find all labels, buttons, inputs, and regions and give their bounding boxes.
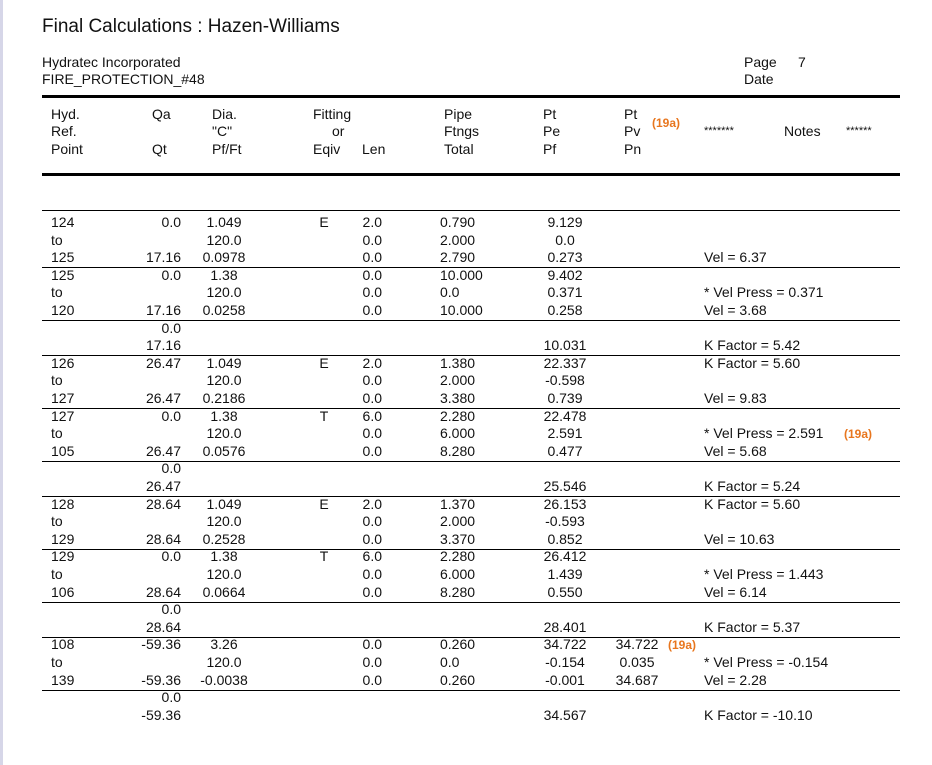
header-19a-tag: (19a) — [652, 116, 681, 130]
cell-note: * Vel Press = 2.591 — [704, 425, 824, 442]
annotation-19a-tag: (19a) — [668, 638, 697, 653]
table-top-rule — [42, 210, 900, 211]
cell-dia: 1.049 — [206, 214, 242, 230]
cell-pt: 34.567 — [543, 706, 587, 723]
page-label: Page — [744, 54, 777, 70]
cell-qa: 17.16 — [145, 249, 181, 266]
cell-note: K Factor = 5.24 — [704, 478, 801, 494]
cell-len: 2.0 — [362, 354, 382, 371]
header-c: "C" — [212, 123, 233, 139]
cell-len: 0.0 — [362, 513, 382, 530]
cell-qa: 0.0 — [161, 601, 181, 618]
cell-pipe: 2.280 — [440, 407, 476, 424]
cell-pipe: 6.000 — [440, 425, 476, 442]
cell-len: 2.0 — [362, 495, 382, 512]
cell-pipe: 1.380 — [440, 354, 476, 371]
cell-dia: 0.0978 — [202, 249, 246, 266]
cell-dia: 3.26 — [210, 636, 238, 653]
cell-pt: 0.852 — [547, 530, 583, 547]
cell-pipe: 0.790 — [440, 214, 476, 230]
cell-dia: 120.0 — [206, 425, 242, 442]
cell-pt: 25.546 — [543, 478, 587, 494]
cell-qa: 0.0 — [161, 460, 181, 477]
cell-pt: 9.402 — [547, 266, 583, 283]
header-dia: Dia. — [212, 106, 237, 122]
cell-pipe: 2.000 — [440, 231, 476, 248]
header-pn: Pn — [624, 141, 642, 157]
cell-qa: 17.16 — [145, 302, 181, 318]
cell-pt: 1.439 — [547, 566, 583, 582]
cell-fit: E — [319, 354, 329, 371]
cell-hyd: to — [51, 513, 63, 530]
header-pv: Pv — [624, 123, 641, 139]
cell-pt: 0.739 — [547, 390, 583, 406]
cell-dia: 1.38 — [210, 548, 238, 565]
cell-pipe: 10.000 — [440, 266, 483, 283]
cell-note: * Vel Press = 0.371 — [704, 284, 824, 301]
cell-pipe: 8.280 — [440, 442, 476, 459]
cell-pipe: 2.790 — [440, 249, 476, 266]
cell-pipe: 3.370 — [440, 530, 476, 547]
cell-hyd: 125 — [51, 249, 75, 266]
cell-note: Vel = 6.37 — [704, 249, 767, 266]
cell-dia: -0.0038 — [200, 671, 248, 688]
cell-pt: 26.153 — [543, 495, 587, 512]
header-pe: Pe — [543, 123, 561, 139]
cell-hyd: 139 — [51, 671, 75, 688]
project-name: FIRE_PROTECTION_#48 — [42, 71, 205, 87]
cell-qa: 17.16 — [145, 337, 181, 354]
cell-note: K Factor = 5.60 — [704, 495, 801, 512]
cell-pt2: 34.722 — [615, 636, 659, 653]
cell-pt: 22.337 — [543, 354, 587, 371]
date-label: Date — [744, 71, 774, 87]
cell-hyd: 126 — [51, 354, 75, 371]
cell-qa: -59.36 — [141, 636, 181, 653]
cell-hyd: to — [51, 425, 63, 442]
cell-hyd: 108 — [51, 636, 75, 653]
annotation-19a-tag: (19a) — [844, 427, 873, 442]
cell-len: 0.0 — [362, 425, 382, 442]
cell-len: 0.0 — [362, 390, 382, 406]
cell-note: K Factor = 5.37 — [704, 618, 801, 635]
cell-hyd: to — [51, 284, 63, 301]
company-block — [42, 54, 205, 88]
cell-len: 2.0 — [362, 214, 382, 230]
cell-hyd: 129 — [51, 530, 75, 547]
cell-fit: E — [319, 214, 329, 230]
cell-pt: -0.001 — [545, 671, 585, 688]
page-edge — [0, 0, 3, 765]
cell-pt2: 34.687 — [615, 671, 659, 688]
header-ftngs: Ftngs — [444, 123, 480, 139]
cell-pipe: 0.0 — [440, 284, 460, 301]
cell-pt: 28.401 — [543, 618, 587, 635]
cell-qa: 28.64 — [145, 583, 181, 600]
cell-pt: 34.722 — [543, 636, 587, 653]
cell-pipe: 0.260 — [440, 636, 476, 653]
cell-pt: -0.598 — [545, 372, 585, 389]
cell-len: 0.0 — [362, 249, 382, 266]
cell-dia: 1.38 — [210, 407, 238, 424]
cell-pt: 9.129 — [547, 214, 583, 230]
header-eqiv: Eqiv — [313, 141, 341, 157]
cell-len: 0.0 — [362, 583, 382, 600]
cell-pt: 0.371 — [547, 284, 583, 301]
cell-note: Vel = 5.68 — [704, 442, 767, 459]
cell-len: 0.0 — [362, 266, 382, 283]
cell-hyd: to — [51, 372, 63, 389]
cell-len: 0.0 — [362, 442, 382, 459]
header-notes: Notes — [784, 123, 821, 139]
cell-pt: 0.0 — [555, 231, 575, 248]
cell-pt: 22.478 — [543, 407, 587, 424]
cell-qa: 28.64 — [145, 530, 181, 547]
cell-qa: 26.47 — [145, 390, 181, 406]
cell-len: 0.0 — [362, 372, 382, 389]
header-bottom-rule — [42, 173, 900, 176]
cell-hyd: to — [51, 654, 63, 670]
cell-pt: 0.550 — [547, 583, 583, 600]
header-pipe: Pipe — [444, 106, 473, 122]
cell-note: K Factor = -10.10 — [704, 706, 813, 723]
company-name: Hydratec Incorporated — [42, 54, 181, 70]
cell-hyd: 127 — [51, 407, 75, 424]
cell-note: K Factor = 5.42 — [704, 337, 801, 354]
cell-len: 0.0 — [362, 654, 382, 670]
cell-pt: 10.031 — [543, 337, 587, 354]
cell-fit: T — [319, 548, 329, 565]
header-total: Total — [444, 141, 474, 157]
cell-dia: 120.0 — [206, 513, 242, 530]
cell-pt: 2.591 — [547, 425, 583, 442]
cell-qa: 0.0 — [161, 548, 181, 565]
cell-pipe: 1.370 — [440, 495, 476, 512]
cell-hyd: 127 — [51, 390, 75, 406]
header-pf: Pf — [543, 141, 557, 157]
header-pt2: Pt — [624, 106, 638, 122]
cell-fit: E — [319, 495, 329, 512]
page-number: 7 — [798, 54, 806, 70]
cell-dia: 0.0576 — [202, 442, 246, 459]
cell-dia: 0.0664 — [202, 583, 246, 600]
cell-dia: 0.2186 — [202, 390, 246, 406]
cell-note: Vel = 9.83 — [704, 390, 767, 406]
header-or: or — [332, 123, 345, 139]
cell-pipe: 6.000 — [440, 566, 476, 582]
cell-note: Vel = 6.14 — [704, 583, 767, 600]
cell-len: 6.0 — [362, 407, 382, 424]
cell-note: * Vel Press = -0.154 — [704, 654, 829, 670]
cell-len: 0.0 — [362, 231, 382, 248]
cell-qa: 0.0 — [161, 266, 181, 283]
cell-pipe: 2.280 — [440, 548, 476, 565]
cell-pipe: 2.000 — [440, 372, 476, 389]
cell-hyd: 125 — [51, 266, 75, 283]
cell-hyd: to — [51, 231, 63, 248]
cell-dia: 120.0 — [206, 654, 242, 670]
header-stars-right: ****** — [846, 125, 872, 137]
header-len: Len — [362, 141, 386, 157]
header-qa: Qa — [152, 106, 171, 122]
cell-qa: 0.0 — [161, 214, 181, 230]
cell-hyd: 105 — [51, 442, 75, 459]
cell-dia: 120.0 — [206, 231, 242, 248]
header-pt: Pt — [543, 106, 557, 122]
header-fitting: Fitting — [313, 106, 352, 122]
cell-len: 0.0 — [362, 636, 382, 653]
header-stars-left: ******* — [704, 125, 734, 137]
cell-hyd: 124 — [51, 214, 75, 230]
cell-dia: 120.0 — [206, 284, 242, 301]
cell-len: 6.0 — [362, 548, 382, 565]
cell-dia: 0.2528 — [202, 530, 246, 547]
cell-note: * Vel Press = 1.443 — [704, 566, 824, 582]
cell-pt2: 0.035 — [619, 654, 655, 670]
header-pf-ft: Pf/Ft — [212, 141, 242, 157]
cell-len: 0.0 — [362, 284, 382, 301]
cell-pipe: 0.0 — [440, 654, 460, 670]
cell-dia: 1.049 — [206, 354, 242, 371]
cell-hyd: 120 — [51, 302, 75, 318]
cell-len: 0.0 — [362, 566, 382, 582]
cell-len: 0.0 — [362, 671, 382, 688]
cell-hyd: 106 — [51, 583, 75, 600]
cell-fit: T — [319, 407, 329, 424]
cell-note: Vel = 10.63 — [704, 530, 775, 547]
cell-dia: 1.049 — [206, 495, 242, 512]
cell-qa: 26.47 — [145, 442, 181, 459]
cell-pt: 0.477 — [547, 442, 583, 459]
cell-pipe: 2.000 — [440, 513, 476, 530]
header-hyd: Hyd. — [51, 106, 80, 122]
cell-hyd: 128 — [51, 495, 75, 512]
cell-qa: 0.0 — [161, 407, 181, 424]
cell-pt: 26.412 — [543, 548, 587, 565]
header-top-rule — [42, 95, 900, 98]
cell-note: Vel = 2.28 — [704, 671, 767, 688]
cell-dia: 120.0 — [206, 372, 242, 389]
cell-len: 0.0 — [362, 530, 382, 547]
cell-pt: -0.154 — [545, 654, 585, 670]
cell-pt: 0.273 — [547, 249, 583, 266]
cell-pt: -0.593 — [545, 513, 585, 530]
cell-pipe: 8.280 — [440, 583, 476, 600]
cell-hyd: to — [51, 566, 63, 582]
cell-hyd: 129 — [51, 548, 75, 565]
cell-dia: 0.0258 — [202, 302, 246, 318]
cell-qa: -59.36 — [141, 671, 181, 688]
page-title: Final Calculations : Hazen-Williams — [42, 16, 340, 37]
cell-pipe: 0.260 — [440, 671, 476, 688]
cell-qa: 0.0 — [161, 319, 181, 336]
cell-len: 0.0 — [362, 302, 382, 318]
cell-qa: -59.36 — [141, 706, 181, 723]
cell-dia: 120.0 — [206, 566, 242, 582]
cell-qa: 0.0 — [161, 689, 181, 706]
header-point: Point — [51, 141, 83, 157]
cell-dia: 1.38 — [210, 266, 238, 283]
header-ref: Ref. — [51, 123, 77, 139]
cell-qa: 28.64 — [145, 495, 181, 512]
cell-note: K Factor = 5.60 — [704, 354, 801, 371]
header-qt: Qt — [152, 141, 167, 157]
cell-pipe: 10.000 — [440, 302, 483, 318]
cell-pipe: 3.380 — [440, 390, 476, 406]
cell-note: Vel = 3.68 — [704, 302, 767, 318]
cell-qa: 28.64 — [145, 618, 181, 635]
cell-pt: 0.258 — [547, 302, 583, 318]
page-info — [744, 54, 806, 88]
cell-qa: 26.47 — [145, 354, 181, 371]
cell-qa: 26.47 — [145, 478, 181, 494]
